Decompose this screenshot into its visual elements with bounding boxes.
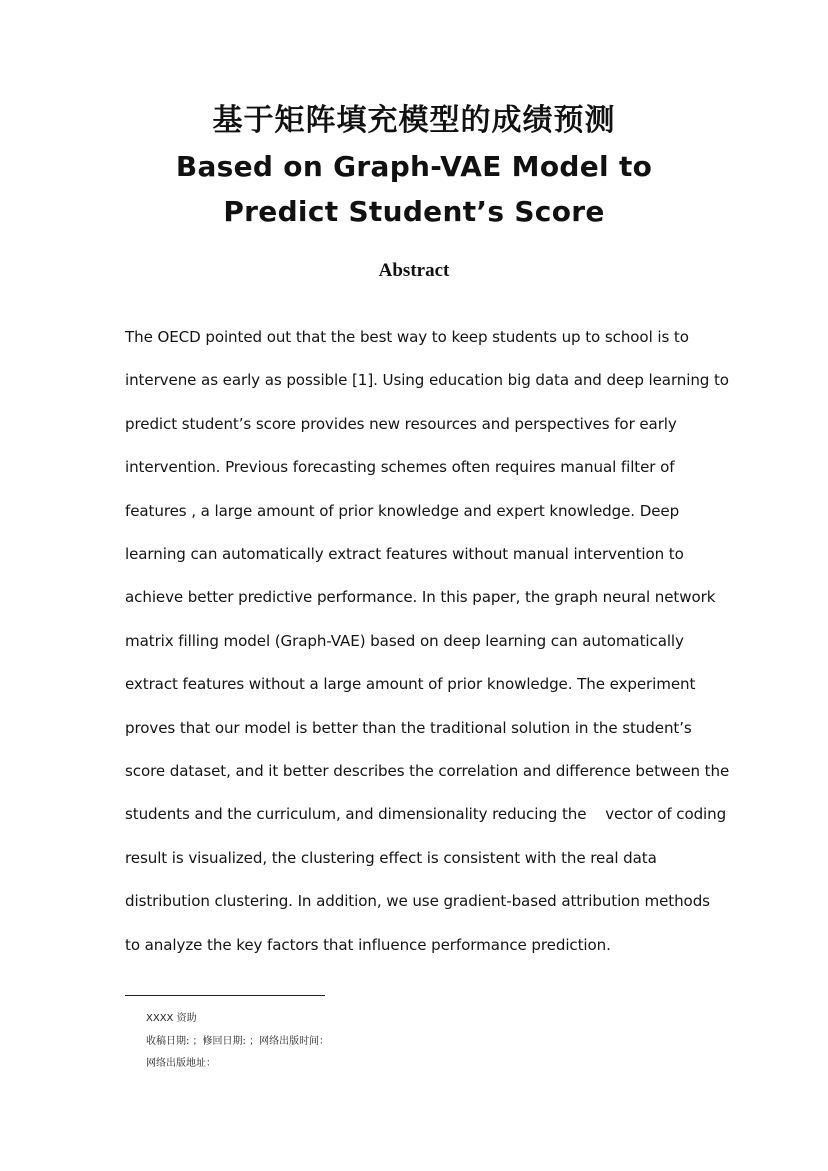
abstract-line: distribution clustering. In addition, we use gradient-based attribution methods (125, 892, 710, 911)
english-title: Based on Graph-VAE Model to Predict Student’s Score (175, 150, 653, 228)
abstract-line: extract features without a large amount of prior knowledge. The experiment (125, 675, 696, 694)
abstract-line: students and the curriculum, and dimensionality reducing the vector of coding (125, 805, 727, 824)
title-block (0, 98, 828, 234)
abstract-line: to analyze the key factors that influence performance prediction. (125, 935, 611, 954)
abstract-line: result is visualized, the clustering effect is consistent with the real data (125, 848, 657, 867)
abstract-line: The OECD pointed out that the best way to keep students up to school is to (125, 328, 689, 346)
footnote-address: 网络出版地址： (146, 1058, 216, 1069)
abstract-line: intervention. Previous forecasting schemes often requires manual filter of (125, 458, 675, 477)
abstract-body (125, 316, 730, 967)
abstract-line: proves that our model is better than the traditional solution in the student’s (125, 718, 692, 737)
abstract-line: predict student’s score provides new resources and perspectives for early (125, 414, 677, 433)
abstract-line: intervene as early as possible [1]. Using education big data and deep learning to (125, 371, 729, 390)
abstract-heading: Abstract (378, 260, 450, 281)
abstract-line: achieve better predictive performance. In this paper, the graph neural network (125, 588, 716, 607)
abstract-line: learning can automatically extract features without manual intervention to (125, 545, 684, 564)
chinese-title: 基于矩阵填充模型的成绩预测 (212, 103, 616, 138)
abstract-line: features , a large amount of prior knowledge and expert knowledge. Deep (125, 501, 680, 520)
footnote-funding: XXXX 资助 (146, 1013, 197, 1024)
footnote-dates: 收稿日期: ；修回日期: ；网络出版时间： (146, 1035, 330, 1047)
abstract-line: matrix filling model (Graph-VAE) based on deep learning can automatically (125, 631, 684, 650)
abstract-line: score dataset, and it better describes the correlation and difference between the (125, 762, 730, 781)
footnotes (146, 1008, 329, 1076)
footnote-divider (125, 995, 325, 996)
